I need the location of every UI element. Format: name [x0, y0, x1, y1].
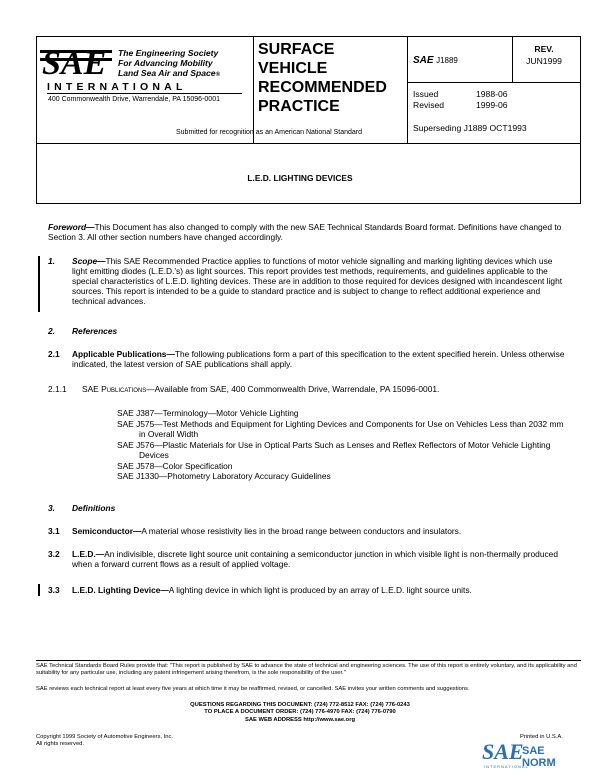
reference-item: SAE J576—Plastic Materials for Use in Optical Parts Such as Lenses and Reflex Reflectors of Motor Vehicle Lighting Devices: [117, 439, 551, 460]
s1-scope: Scope—This SAE Recommended Practice applies to functions of motor vehicle signalling and marking lighting devices which use light emitting diodes (L.E.D.'s) as light sources. This report provides test methods, requirements, and guidelines applicable to the special characteristics of L.E.D. lighting devices. These are in addition to those required for devices designed with incandescent light sources. This report is intended to be a guide to standard practice and is subject to change to reflect additional experience and technical advances.: [72, 256, 563, 306]
stamp-text: SAE NORM: [522, 745, 556, 769]
s21-publications: Applicable Publications—The following publications form a part of this specification to the extent specified herein. Unless otherwise indicated, the latest version of SAE publications shall apply.: [72, 349, 565, 369]
reference-item: SAE J1330—Photometry Laboratory Accuracy Guidelines: [117, 471, 331, 481]
submitted-note: Submitted for recognition as an American National Standard: [176, 129, 362, 136]
society-tagline: The Engineering Society For Advancing Mobility Land Sea Air and Space®: [118, 48, 221, 78]
s31-number: 3.1: [48, 526, 60, 536]
reference-item: SAE J575—Test Methods and Equipment for Lighting Devices and Components for Use on Vehicles Less than 2032 mm in Overall Width: [117, 418, 564, 439]
s32-led: L.E.D.—An indivisible, discrete light source unit containing a semiconductor junction in which visible light is non-thermally produced when a forward current flows as a result of applied voltage.: [72, 549, 558, 569]
change-bar-1: [38, 256, 40, 312]
stamp-sub: INTERNATIONAL: [484, 764, 529, 769]
foreword: Foreword—This Document has also changed to comply with the new SAE Technical Standards Board format. Definitions have changed to Section 3. All other section numbers have changed accordingly.: [48, 222, 562, 242]
issued-label: Issued: [413, 89, 439, 99]
s33-number: 3.3: [48, 585, 60, 595]
header-divider-1: [253, 36, 254, 144]
footer-contact: QUESTIONS REGARDING THIS DOCUMENT: (724) 772-8512 FAX: (724) 776-0243 TO PLACE A DOCUMENT ORDER: (724) 776-4970 FAX: (724) 776-0790 SAE WEB ADDRESS http://www.sae.org: [190, 702, 410, 723]
footer-review: SAE reviews each technical report at least every five years at which time it may be reaffirmed, revised, or cancelled. SAE invites your written comments and suggestions.: [36, 686, 470, 692]
s3-heading: Definitions: [72, 503, 116, 513]
revised-value: 1999-06: [476, 100, 508, 110]
sae-address: 400 Commonwealth Drive, Warrendale, PA 15096-0001: [48, 96, 220, 103]
stamp-logo: SAE: [482, 739, 524, 764]
revision-info: REV. JUN1999: [526, 44, 562, 66]
header-divider-3: [512, 36, 513, 82]
s2-number: 2.: [48, 326, 55, 336]
reference-item: SAE J578—Color Specification: [117, 460, 233, 471]
header-divider-2: [407, 36, 408, 144]
sae-norm-stamp: [482, 741, 578, 771]
s3-number: 3.: [48, 503, 55, 513]
header-hline: [407, 82, 581, 83]
revised-label: Revised: [413, 100, 445, 110]
footer-copyright: Copyright 1999 Society of Automotive Engineers, Inc. All rights reserved.: [36, 734, 173, 747]
document-type: SURFACE VEHICLE RECOMMENDED PRACTICE: [258, 41, 387, 115]
footer-policy: SAE Technical Standards Board Rules provide that: "This report is published by SAE to advance the state of technical and engineering sciences. The use of this report is entirely voluntary, and its applicability and suitability for any particular use, including any patent infringement arising therefrom, is the sole responsibility of the user.": [36, 663, 577, 676]
document-title: L.E.D. LIGHTING DEVICES: [247, 173, 353, 183]
s21-number: 2.1: [48, 349, 60, 359]
s31-semiconductor: Semiconductor—A material whose resistivity lies in the broad range between conductors and insulators.: [72, 526, 462, 536]
s211-number: 2.1.1: [48, 384, 67, 394]
sae-logo: [40, 44, 112, 78]
s211-sae-publications: SAE Publications—Available from SAE, 400 Commonwealth Drive, Warrendale, PA 15096-0001.: [82, 384, 440, 394]
intl-underline: [47, 93, 242, 94]
international-label: INTERNATIONAL: [47, 81, 187, 93]
change-bar-2: [38, 584, 40, 596]
svg-text:SAE: SAE: [42, 45, 107, 78]
footer-rule: [36, 660, 581, 661]
s1-number: 1.: [48, 256, 55, 266]
s2-heading: References: [72, 326, 118, 336]
s33-led-lighting-device: L.E.D. Lighting Device—A lighting device in which light is produced by an array of L.E.D. light source units.: [72, 585, 472, 595]
issued-value: 1988-06: [476, 89, 508, 99]
s32-number: 3.2: [48, 549, 60, 559]
document-number: SAE J1889: [413, 55, 458, 66]
superseding-note: Superseding J1889 OCT1993: [413, 123, 527, 133]
footer-printed: Printed in U.S.A.: [520, 734, 563, 740]
reference-item: SAE J387—Terminology—Motor Vehicle Lighting: [117, 408, 299, 418]
reference-list: [117, 408, 569, 482]
